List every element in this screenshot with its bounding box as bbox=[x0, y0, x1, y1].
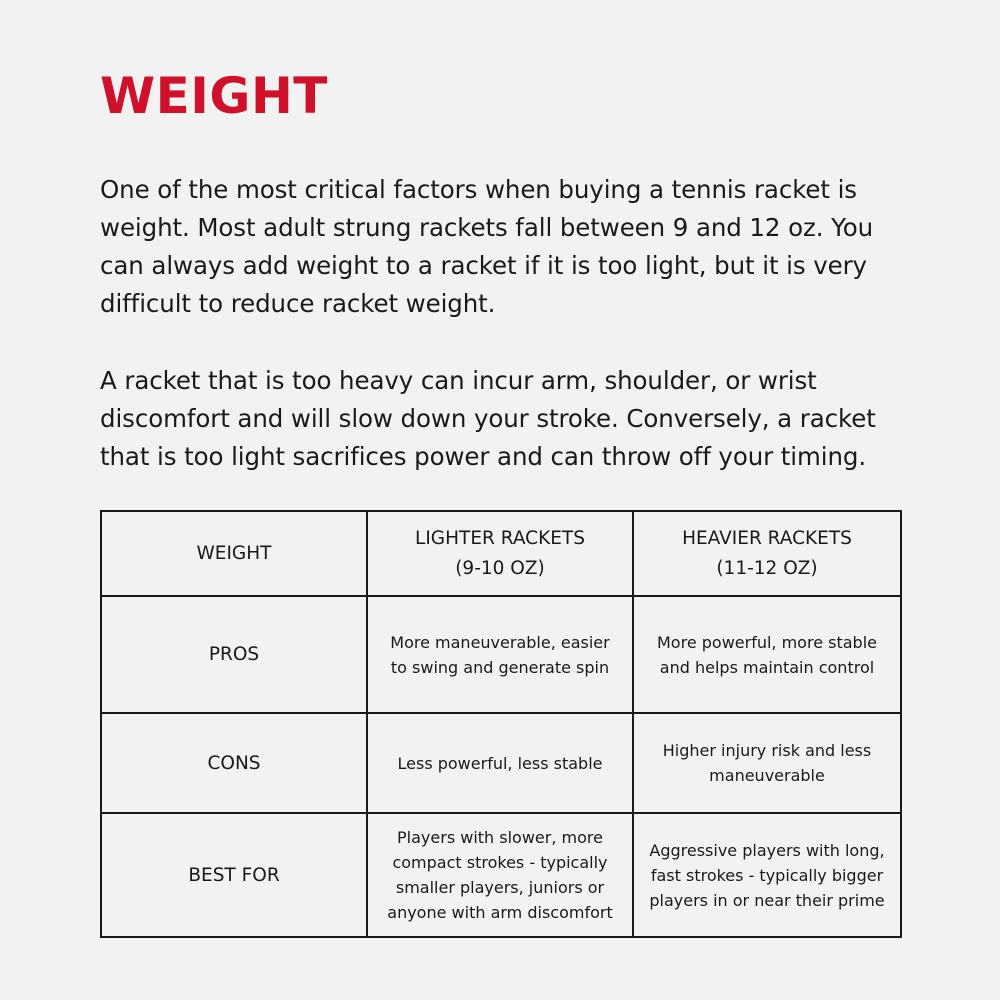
row-label-pros: PROS bbox=[101, 596, 367, 713]
table-header-row bbox=[101, 511, 901, 596]
cons-lighter-text: Less powerful, less stable bbox=[397, 753, 603, 773]
table-row-pros bbox=[101, 596, 901, 713]
best-for-heavier-cell bbox=[633, 813, 901, 937]
row-label-best-for: BEST FOR bbox=[101, 813, 367, 937]
table-row-best-for bbox=[101, 813, 901, 937]
header-heavier-title: HEAVIER RACKETS bbox=[682, 527, 852, 549]
table-row-cons bbox=[101, 713, 901, 813]
best-for-lighter-cell bbox=[367, 813, 633, 937]
intro-paragraph: One of the most critical factors when buying a tennis racket is weight. Most adult strung rackets fall between 9 and 12 oz. You can always add weight to a racket if it is too light, but it is very difficult to reduce racket weight. bbox=[100, 175, 874, 318]
best-for-heavier-text: Aggressive players with long, fast strokes - typically bigger players in or near their prime bbox=[649, 840, 885, 910]
weight-comparison-table bbox=[100, 510, 902, 938]
header-lighter-cell bbox=[367, 511, 633, 596]
pros-heavier-cell bbox=[633, 596, 901, 713]
page-title: WEIGHT bbox=[100, 67, 328, 125]
cons-heavier-cell bbox=[633, 713, 901, 813]
header-weight-cell bbox=[101, 511, 367, 596]
pros-lighter-cell bbox=[367, 596, 633, 713]
header-heavier-range: (11-12 OZ) bbox=[716, 557, 818, 579]
cons-lighter-cell bbox=[367, 713, 633, 813]
pros-lighter-text: More maneuverable, easier to swing and generate spin bbox=[390, 632, 610, 677]
best-for-lighter-text: Players with slower, more compact strokes - typically smaller players, juniors or anyone with arm discomfort bbox=[387, 828, 613, 922]
pros-heavier-text: More powerful, more stable and helps maintain control bbox=[657, 632, 877, 677]
header-lighter-title: LIGHTER RACKETS bbox=[415, 527, 585, 549]
cons-heavier-text: Higher injury risk and less maneuverable bbox=[662, 741, 872, 785]
header-lighter-range: (9-10 OZ) bbox=[455, 557, 545, 579]
row-label-cons: CONS bbox=[101, 713, 367, 813]
tradeoff-paragraph: A racket that is too heavy can incur arm, shoulder, or wrist discomfort and will slow down your stroke. Conversely, a racket that is too light sacrifices power and can throw off your timing. bbox=[100, 366, 876, 471]
header-heavier-cell bbox=[633, 511, 901, 596]
header-weight-label: WEIGHT bbox=[196, 542, 272, 564]
